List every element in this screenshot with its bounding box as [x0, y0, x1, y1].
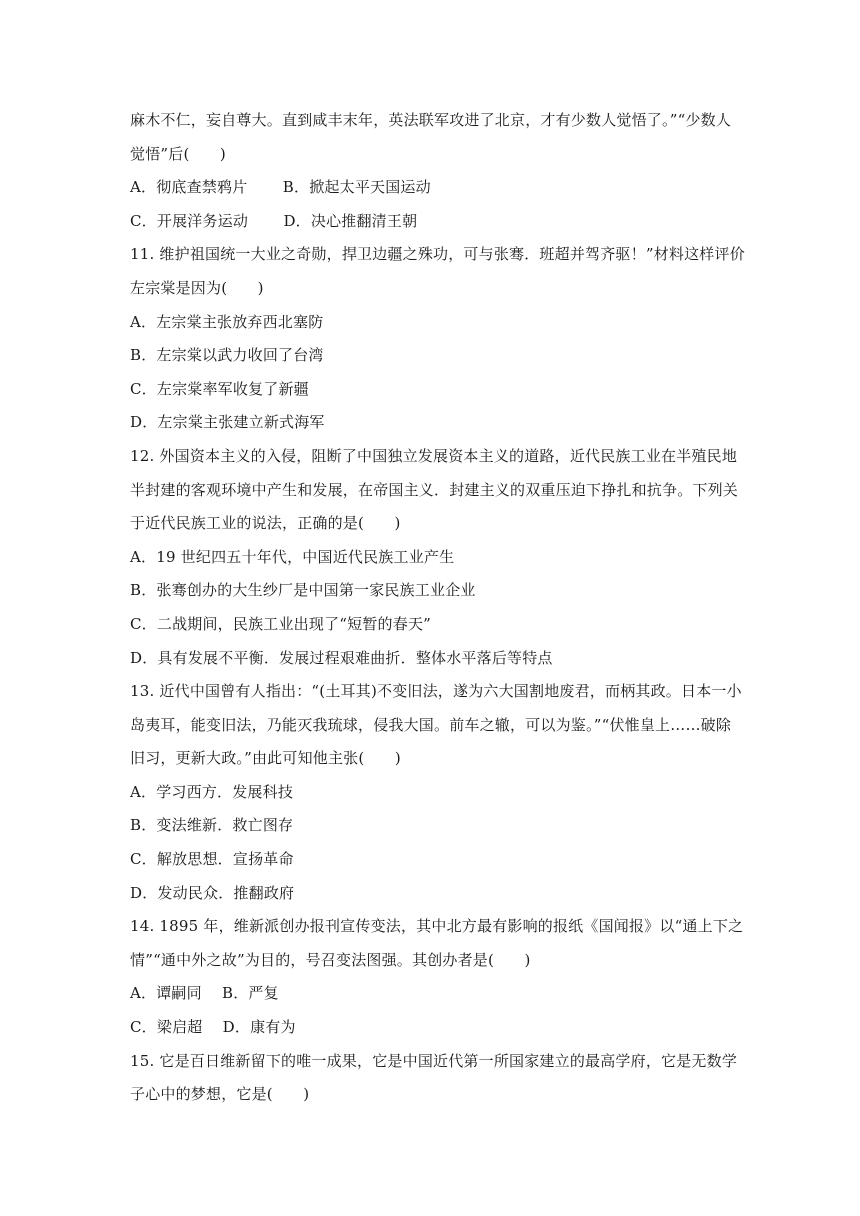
q13-option-c: C．解放思想．宣扬革命 — [130, 850, 294, 869]
q12-stem-line-1: 12. 外国资本主义的入侵，阻断了中国独立发展资本主义的道路，近代民族工业在半殖民地 — [130, 446, 738, 465]
q11-option-d: D．左宗棠主张建立新式海军 — [130, 413, 325, 432]
q11-stem-line-2: 左宗棠是因为( ) — [130, 278, 264, 297]
q12-option-d: D．具有发展不平衡．发展过程艰难曲折．整体水平落后等特点 — [130, 648, 553, 667]
q13-stem-line-1: 13. 近代中国曾有人指出：“(土耳其)不变旧法，遂为六大国割地废君，而柄其政。日本一小 — [130, 682, 742, 701]
q11-option-c: C．左宗棠率军收复了新疆 — [130, 379, 309, 398]
q14-stem-line-2: 情”“通中外之故”为目的，号召变法图强。其创办者是( ) — [130, 950, 531, 969]
q12-option-a: A．19 世纪四五十年代，中国近代民族工业产生 — [130, 547, 455, 566]
q10-options-cd: C．开展洋务运动 D．决心推翻清王朝 — [130, 211, 418, 230]
q12-stem-line-2: 半封建的客观环境中产生和发展，在帝国主义．封建主义的双重压迫下挣扎和抗争。下列关 — [130, 480, 739, 499]
q12-stem-line-3: 于近代民族工业的说法，正确的是( ) — [130, 514, 401, 533]
q14-options-cd: C．梁启超 D．康有为 — [130, 1018, 296, 1037]
q12-option-b: B．张骞创办的大生纱厂是中国第一家民族工业企业 — [130, 581, 476, 600]
q10-options-ab: A．彻底查禁鸦片 B．掀起太平天国运动 — [130, 178, 431, 197]
q11-option-b: B．左宗棠以武力收回了台湾 — [130, 346, 324, 365]
q10-stem-line-1: 麻木不仁，妄自尊大。直到咸丰末年，英法联军攻进了北京，才有少数人觉悟了。”“少数人 — [130, 111, 732, 129]
q13-stem-line-2: 岛夷耳，能变旧法，乃能灭我琉球，侵我大国。前车之辙，可以为鉴。”“伏惟皇上……破除 — [130, 715, 732, 734]
q12-option-c: C．二战期间，民族工业出现了“短暂的春天” — [130, 614, 432, 633]
q14-stem-line-1: 14. 1895 年，维新派创办报刊宣传变法，其中北方最有影响的报纸《国闻报》以“通上下之 — [130, 917, 744, 936]
q10-stem-line-2: 觉悟”后( ) — [130, 144, 226, 163]
q13-option-b: B．变法维新．救亡图存 — [130, 816, 294, 835]
document-page — [130, 104, 745, 1112]
q15-stem-line-2: 子心中的梦想，它是( ) — [130, 1085, 310, 1104]
q13-stem-line-3: 旧习，更新大政。”由此可知他主张( ) — [130, 749, 401, 768]
q11-stem-line-1: 11. 维护祖国统一大业之奇勋，捍卫边疆之殊功，可与张骞．班超并驾齐驱！”材料这样评价 — [130, 245, 745, 264]
q13-option-d: D．发动民众．推翻政府 — [130, 883, 295, 902]
q15-stem-line-1: 15. 它是百日维新留下的唯一成果，它是中国近代第一所国家建立的最高学府，它是无数学 — [130, 1051, 738, 1070]
q11-option-a: A．左宗棠主张放弃西北塞防 — [130, 312, 324, 331]
q14-options-ab: A．谭嗣同 B．严复 — [130, 984, 279, 1003]
q13-option-a: A．学习西方．发展科技 — [130, 782, 294, 801]
